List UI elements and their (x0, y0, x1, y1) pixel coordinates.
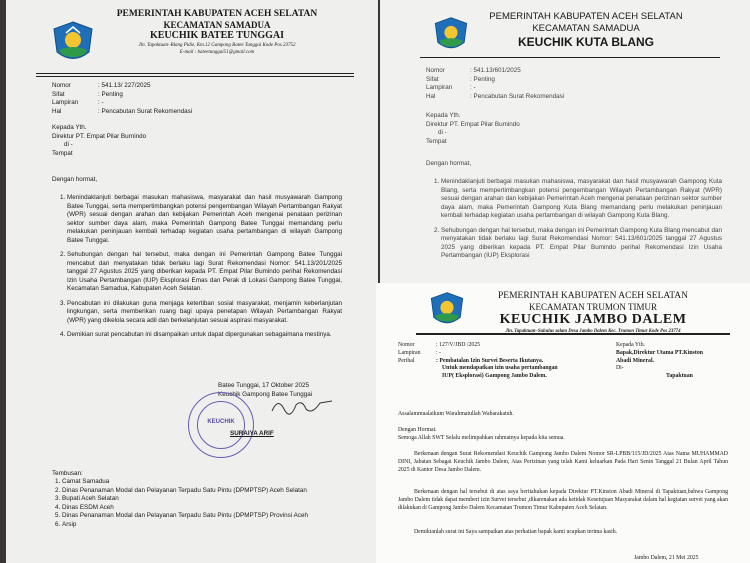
recipient-line: Direktur PT. Empat Pilar Burnindo (52, 132, 147, 140)
signer-title: Keuchik Gampong Batee Tunggai (218, 391, 313, 398)
lampiran-value: : - (98, 99, 104, 106)
paragraph: 1. Menindaklanjuti berbagai masukan mahasiswa, masyarakat dan hasil musyawarah Gampong Kuta Blang, serta mempertimbangkan potensi pengembangan Wilayah Pertambangan Rakyat (WPR) sesuai dengan arahan dan kebijakan Pemerintah Aceh mengenai penataan perizinan sektor sumber daya alam, maka Pemerintah Gampong Kuta Blang memandang perlu melakukan peninjauan kembali terhadap kegiatan usaha pertambangan di wilayah Gampong Kuta Blang. (441, 178, 722, 221)
lampiran-value: : - (470, 84, 476, 91)
lampiran-label: Lampiran (52, 99, 79, 106)
paragraph: Berkenaan dengan Surat Rekomendasi Keuchik Gampong Jambo Dalem Nomor SR-LPBB/115/JD/2025 Atas Nama MUHAMMAD DINI, Jabatan Sebagai Keuchik Jambo Dalem, Atas Perizinan yang telah Kami keluarkan Pada Hari Senin Tanggal 21 Bulan April Tahun 2025 di Kantor Desa Jambo Dalem. (398, 451, 728, 473)
paragraph: 4. Demikian surat pencabutan ini disampaikan untuk dapat dipergunakan sebagaimana mestinya. (67, 331, 342, 340)
district-name: KECAMATAN SAMADUA (163, 20, 271, 30)
recipient-line: Bapak,Direktur Utama PT.Kinston (616, 349, 703, 356)
salutation: Assalammualaikum Warahmatullah Wabarakatuh. (398, 411, 514, 417)
hal-value: : Pencabutan Surat Rekomendasi (98, 107, 193, 115)
nomor-label: Nomor (52, 82, 71, 89)
recipient-line: Kepada Yth. (616, 342, 646, 348)
sifat-value: : Penting (98, 90, 123, 98)
perihal-value: IUP( Eksplorasi) Gampong Jambo Dalem. (442, 373, 547, 380)
place-date: Jambo Dalem, 21 Mei 2025 (634, 555, 699, 561)
paragraph: Berkenaan dengan hal tersebut di atas saya beritahukan kepada Direktur PT.Kinston Abadi Mineral di Tapaktuan,bahwa Gampong Jambo Dalem tidak dapat memberi izin Survei tersebut ,dikarenakan ada ketidak Kesetujuan Masyarakat dalam hal kegiatan survei yang akan dilakukan di Gampong Jambo Dalem Kecamatan Trumon Timur Kabupaten Aceh Selatan. (398, 489, 728, 511)
meta-block (52, 82, 192, 116)
recipient-line: di - (438, 129, 447, 136)
perihal-label: Perihal (398, 357, 415, 364)
meta-block (426, 67, 564, 101)
recipient-line: Di- (616, 365, 624, 372)
greeting: Dengan hormat, (426, 160, 472, 167)
sifat-label: Sifat (426, 75, 439, 83)
lampiran-label: Lampiran (426, 84, 453, 91)
cc-item: 3. Bupati Aceh Selatan (62, 495, 348, 504)
nomor-value: : 127/V/JBD /2025 (436, 342, 481, 348)
gov-name: PEMERINTAH KABUPATEN ACEH SELATAN (489, 11, 683, 22)
recipient-line: Kepada Yth. (426, 112, 461, 119)
recipient-block (426, 112, 520, 146)
nomor-label: Nomor (426, 67, 445, 74)
lampiran-label: Lampiran (398, 349, 421, 356)
official-stamp (188, 392, 254, 458)
body (56, 194, 342, 346)
cc-item: 6. Arsip (62, 521, 348, 530)
letter-jambo-dalem (376, 283, 750, 563)
meta-block (398, 342, 558, 381)
lampiran-value: : - (436, 349, 441, 356)
nomor-value: : 541.13/601/2025 (470, 67, 521, 74)
hal-value: : Pencabutan Surat Rekomendasi (470, 92, 565, 100)
recipient-line: di - (64, 141, 73, 148)
address: Jln. Tapaktuan–Blang Pidie, Km.12 Gampong Batee Tunggai Kode Pos 23752 (138, 43, 296, 48)
signer-name: SURAIYA ARIF (230, 430, 274, 437)
signature (268, 393, 338, 419)
body (430, 178, 722, 267)
aceh-selatan-emblem-icon (428, 291, 466, 329)
hal-label: Hal (52, 107, 62, 115)
cc-item: 1. Camat Samadua (62, 478, 348, 487)
recipient-line: Direktur PT. Empat Pilar Bumindo (426, 120, 520, 128)
paragraph: 3. Pencabutan ini dilakukan guna menjaga ketertiban sosial masyarakat, menjamin keberlanjutan lingkungan, serta memberikan ruang bagi upaya penetapan Wilayah Pertambangan Rakyat (WPR) yang dikelola secara adil dan berkelanjutan sesuai aspirasi masyarakat. (67, 300, 342, 326)
perihal-value: : Pembatalan Izin Survei Beserta Ikutanya. (436, 357, 544, 364)
letter-kuta-blang (380, 0, 750, 283)
district-name: KECAMATAN TRUMON TIMUR (529, 302, 657, 312)
paragraph: 2. Sehubungan dengan hal tersebut, maka dengan ini Pemerintah Gampong Batee Tunggai mencabut dan menyatakan tidak berlaku lagi Surat Rekomendasi Nomor: 541.13/201/2025 tanggal 27 Agustus 2025 yang diberikan kepada PT. Empat Pilar Bumindo perihal Rekomendasi Izin Usaha Pertambangan (IUP) Eksplorasi Emas dan Perak di Lokasi Gampong Batee Tunggai, Kecamatan Samadua, Kabupaten Aceh Selatan. (67, 251, 342, 294)
place-date: Batee Tunggai, 17 Oktober 2025 (218, 382, 310, 389)
cc-item: 2. Dinas Penanaman Modal dan Pelayanan Terpadu Satu Pintu (DPMPTSP) Aceh Selatan (62, 487, 348, 496)
paragraph: 2. Sehubungan dengan hal tersebut, maka dengan ini Pemerintah Gampong Kuta Blang mencabut dan menyatakan tidak berlaku lagi Surat Rekomendasi Nomor: 541.13/601/2025 tanggal 27 Agustus 2025 yang diberikan kepada PT. Empat Pilar Bumindo perihal Rekomendasi Izin Usaha Pertambangan (IUP) Eksplorasi (441, 227, 722, 261)
perihal-value: Untuk mendapatkan izin usaha pertambangan (442, 365, 558, 372)
paragraph: Demikianlah surat ini Saya sampaikan atas perhatian bapak kami ucapkan terima kasih. (414, 529, 618, 535)
sifat-label: Sifat (52, 90, 65, 98)
sifat-value: : Penting (470, 75, 495, 83)
recipient-line: Tapaktuan (666, 373, 693, 380)
gov-name: PEMERINTAH KABUPATEN ACEH SELATAN (498, 291, 688, 301)
recipient-line: Abadi Mineral. (616, 357, 655, 364)
cc-item: 4. Dinas ESDM Aceh (62, 504, 348, 513)
gov-name: PEMERINTAH KABUPATEN ACEH SELATAN (116, 9, 318, 19)
cc-heading: Tembusan: (52, 470, 83, 477)
recipient-block (616, 342, 703, 381)
aceh-selatan-emblem-icon (432, 16, 470, 54)
office-name: KEUCHIK JAMBO DALEM (499, 312, 687, 327)
stamp-text: KEUCHIK (207, 419, 235, 425)
recipient-line: Tempat (426, 137, 447, 145)
nomor-value: : 541.13/ 227/2025 (98, 82, 151, 89)
cc-item: 5. Dinas Penanaman Modal dan Pelayanan Terpadu Satu Pintu (DPMPTSP) Provinsi Aceh (62, 512, 348, 521)
recipient-line: Kepada Yth. (52, 124, 87, 131)
recipient-block (52, 124, 146, 158)
aceh-selatan-emblem-icon (50, 20, 96, 66)
hal-label: Hal (426, 92, 436, 100)
recipient-line: Tempat (52, 149, 73, 157)
nomor-label: Nomor (398, 342, 415, 348)
greeting: Dengan Hormat. (398, 427, 437, 433)
email: E-mail : bateetunggai51@gmail.com (179, 50, 255, 55)
greeting: Dengan hormat, (52, 176, 98, 183)
office-name: KEUCHIK BATEE TUNGGAI (149, 30, 285, 41)
prayer-line: Semoga Allah SWT Selalu melimpahkan rahmatnya kepada kita semua. (398, 435, 565, 441)
office-name: KEUCHIK KUTA BLANG (518, 35, 654, 49)
paragraph: 1. Menindaklanjuti berbagai masukan mahasiswa, masyarakat dan hasil musyawarah Gampong Batee Tunggai, serta mempertimbangkan potensi pengembangan Wilayah Pertambangan Rakyat (WPR) sesuai dengan arahan dan kebijakan Pemerintah Aceh mengenai penataan perizinan sektor sumber daya alam, maka Pemerintah Gampong Batee Tunggai memandang perlu melakukan peninjauan kembali terhadap kegiatan usaha pertambangan di wilayah Gampong Batee Tunggai. (67, 194, 342, 245)
cc-list (52, 478, 348, 529)
letter-batee-tunggai (6, 0, 378, 563)
address: Jln. Tapaktuan–Subulus salam Desa Jambo Dalem Kec. Trumon Timur Kode Pos 23774 (505, 329, 681, 334)
district-name: KECAMATAN SAMADUA (532, 23, 640, 34)
